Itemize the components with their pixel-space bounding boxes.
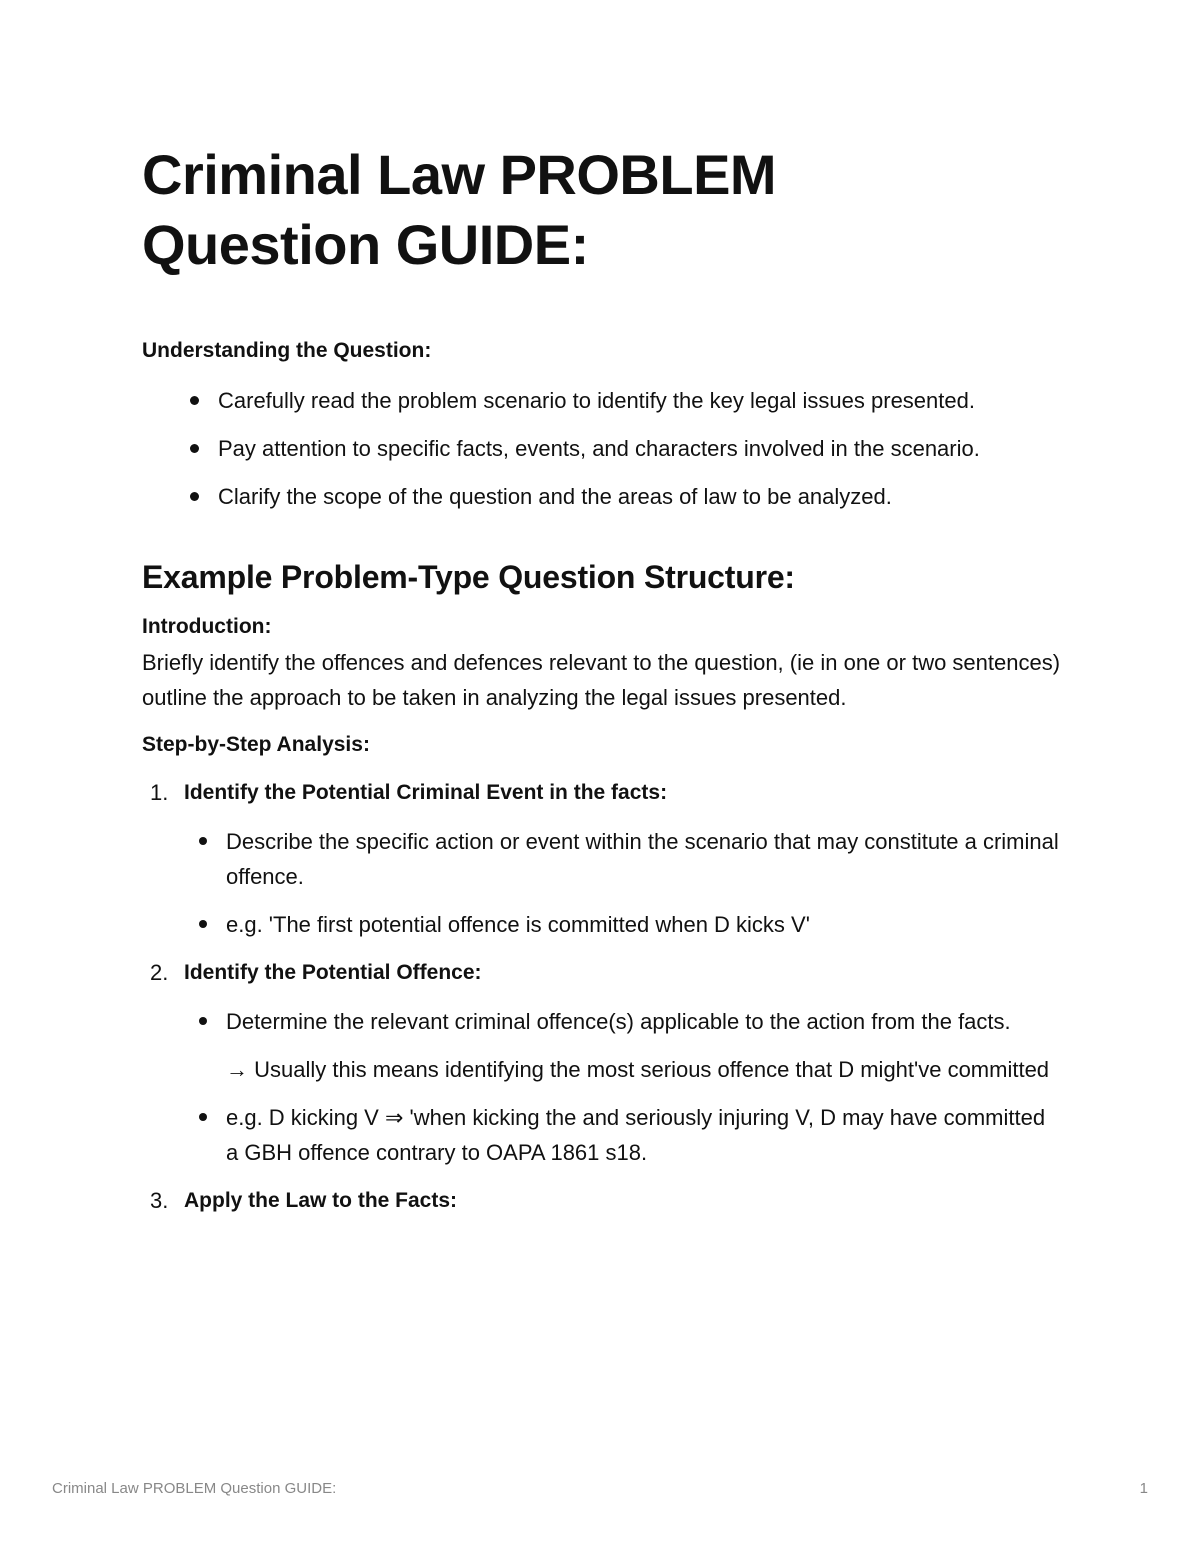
- structure-heading: Example Problem-Type Question Structure:: [142, 559, 795, 595]
- footer-title: Criminal Law PROBLEM Question GUIDE:: [52, 1480, 337, 1497]
- step-item: [142, 955, 1062, 1170]
- note-text: → Usually this means identifying the most serious offence that D might've committed: [226, 1057, 1050, 1082]
- introduction-text: Briefly identify the offences and defences relevant to the question, (ie in one or two sentences) outline the approach to be taken in analyzing the legal issues presented.: [142, 650, 1061, 710]
- bullet-icon: [199, 837, 207, 845]
- bullet-icon: [190, 396, 199, 405]
- list-item-text: e.g. D kicking V ⇒ 'when kicking the and seriously injuring V, D may have committed a GBH offence contrary to OAPA 1861 s18.: [226, 1105, 1046, 1165]
- list-item-text: Pay attention to specific facts, events, and characters involved in the scenario.: [218, 436, 980, 461]
- document-page: [142, 140, 1062, 1232]
- analysis-steps: [142, 775, 1062, 1219]
- introduction-heading: Introduction:: [142, 615, 272, 638]
- list-item: [142, 1004, 1062, 1087]
- list-item: [142, 383, 1062, 418]
- step-item: [142, 1183, 1062, 1219]
- step-bullets: [142, 1004, 1062, 1170]
- document-title: [142, 140, 1062, 280]
- list-item-text: Carefully read the problem scenario to identify the key legal issues presented.: [218, 388, 975, 413]
- bullet-icon: [199, 1017, 207, 1025]
- step-heading: Identify the Potential Offence:: [184, 961, 482, 984]
- step-heading: Identify the Potential Criminal Event in the facts:: [184, 781, 668, 804]
- analysis-heading: Step-by-Step Analysis:: [142, 733, 370, 756]
- bullet-icon: [199, 1113, 207, 1121]
- list-item: [142, 431, 1062, 466]
- list-item-text: Determine the relevant criminal offence(s) applicable to the action from the facts.: [226, 1009, 1011, 1034]
- step-heading: Apply the Law to the Facts:: [184, 1189, 458, 1212]
- bullet-icon: [190, 444, 199, 453]
- step-number: 3.: [150, 1188, 169, 1213]
- page-number: 1: [1139, 1480, 1148, 1497]
- step-number: 1.: [150, 780, 169, 805]
- step-bullets: [142, 824, 1062, 942]
- list-item: [142, 824, 1062, 894]
- bullet-icon: [199, 920, 207, 928]
- list-item: [142, 1100, 1062, 1170]
- list-item-text: Clarify the scope of the question and the areas of law to be analyzed.: [218, 484, 892, 509]
- list-item: [142, 479, 1062, 514]
- step-item: [142, 775, 1062, 942]
- list-item: [142, 907, 1062, 942]
- understanding-list: [142, 383, 1062, 514]
- understanding-heading: Understanding the Question:: [142, 339, 432, 362]
- title-line-1: Criminal Law PROBLEM: [142, 143, 777, 206]
- bullet-icon: [190, 492, 199, 501]
- list-item-text: e.g. 'The first potential offence is committed when D kicks V': [226, 912, 810, 937]
- step-number: 2.: [150, 960, 169, 985]
- list-item-text: Describe the specific action or event within the scenario that may constitute a criminal offence.: [226, 829, 1059, 889]
- title-line-2: Question GUIDE:: [142, 213, 589, 276]
